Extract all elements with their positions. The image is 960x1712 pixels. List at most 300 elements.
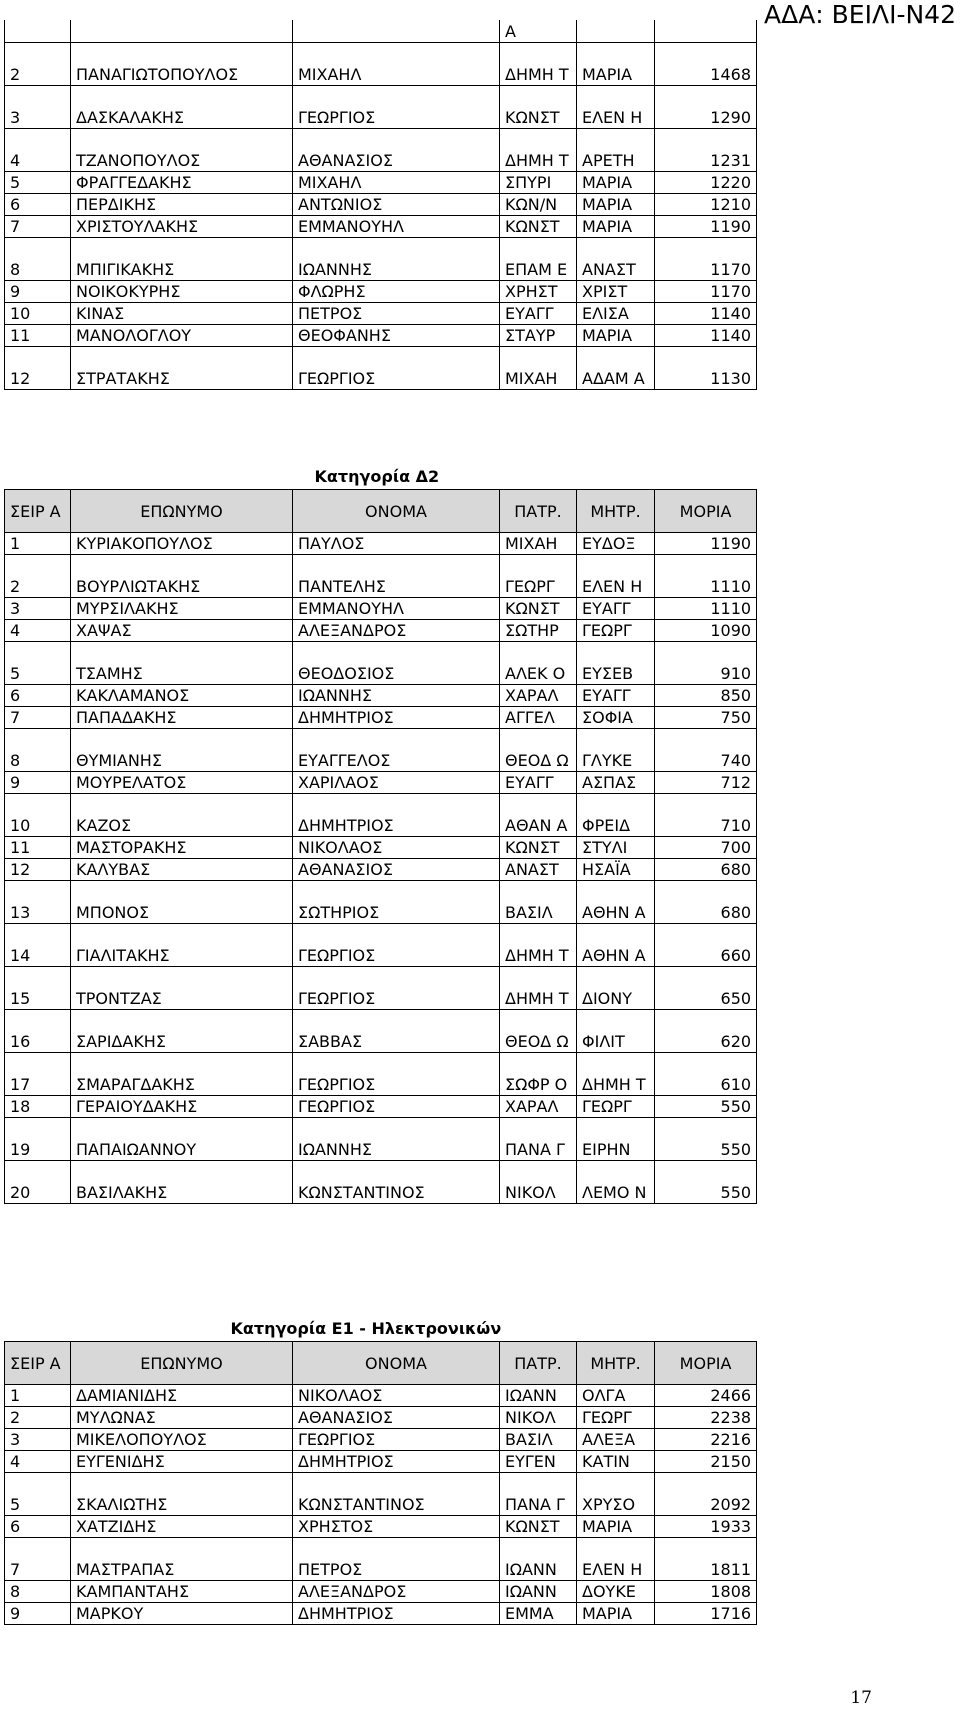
name-cell: ΣΩΤΗΡΙΟΣ [293,881,500,924]
mother-cell: ΕΙΡΗΝ [577,1118,655,1161]
points-cell: 700 [655,837,757,859]
points-cell: 1811 [655,1538,757,1581]
points-cell: 1110 [655,555,757,598]
surname-cell: ΧΡΙΣΤΟΥΛΑΚΗΣ [71,216,293,238]
surname-cell: ΜΥΡΣΙΛΑΚΗΣ [71,598,293,620]
table-row [5,685,757,707]
mother-cell: ΜΑΡΙΑ [577,1603,655,1625]
surname-cell: ΔΑΣΚΑΛΑΚΗΣ [71,86,293,129]
father-cell: ΣΤΑΥΡ [500,325,577,347]
seq-cell: 13 [5,881,71,924]
table-row [5,772,757,794]
points-cell: 610 [655,1053,757,1096]
father-cell: ΔΗΜΗ Τ [500,967,577,1010]
points-cell: 680 [655,881,757,924]
column-header-father: ΠΑΤΡ. [500,490,577,533]
seq-cell: 4 [5,620,71,642]
name-cell: ΣΑΒΒΑΣ [293,1010,500,1053]
surname-cell: ΠΕΡΔΙΚΗΣ [71,194,293,216]
column-header-sn: ΣΕΙΡ Α [5,1342,71,1385]
seq-cell: 12 [5,347,71,390]
table-row [5,555,757,598]
table-row [5,43,757,86]
name-cell: ΑΛΕΞΑΝΔΡΟΣ [293,620,500,642]
surname-cell: ΜΠΙΓΙΚΑΚΗΣ [71,238,293,281]
name-cell: ΝΙΚΟΛΑΟΣ [293,1385,500,1407]
table-row [5,1538,757,1581]
father-cell: ΚΩΝΣΤ [500,86,577,129]
table-row [5,281,757,303]
points-cell: 660 [655,924,757,967]
points-cell: 1290 [655,86,757,129]
name-cell: ΚΩΝΣΤΑΝΤΙΝΟΣ [293,1473,500,1516]
seq-cell: 5 [5,172,71,194]
surname-cell: ΜΠΟΝΟΣ [71,881,293,924]
father-cell: ΝΙΚΟΛ [500,1161,577,1204]
surname-cell: ΜΟΥΡΕΛΑΤΟΣ [71,772,293,794]
ranking-table [4,1314,757,1625]
father-cell: ΒΑΣΙΛ [500,1429,577,1451]
surname-cell: ΤΖΑΝΟΠΟΥΛΟΣ [71,129,293,172]
column-header-surname: ΕΠΩΝΥΜΟ [71,490,293,533]
points-cell: 1220 [655,172,757,194]
name-cell: ΕΜΜΑΝΟΥΗΛ [293,216,500,238]
name-cell: ΕΜΜΑΝΟΥΗΛ [293,598,500,620]
points-cell: 1190 [655,216,757,238]
mother-cell: ΔΗΜΗ Τ [577,1053,655,1096]
name-cell: ΓΕΩΡΓΙΟΣ [293,86,500,129]
mother-cell: ΦΙΛΙΤ [577,1010,655,1053]
seq-cell: 6 [5,1516,71,1538]
table-row [5,194,757,216]
seq-cell: 16 [5,1010,71,1053]
seq-cell: 4 [5,1451,71,1473]
name-cell: ΦΛΩΡΗΣ [293,281,500,303]
seq-cell: 6 [5,685,71,707]
table-row [5,216,757,238]
table-row [5,794,757,837]
surname-cell: ΜΑΝΟΛΟΓΛΟΥ [71,325,293,347]
name-cell: ΘΕΟΔΟΣΙΟΣ [293,642,500,685]
seq-cell: 3 [5,1429,71,1451]
points-cell: 1140 [655,303,757,325]
table-row [5,837,757,859]
table-row [5,1053,757,1096]
surname-cell: ΔΑΜΙΑΝΙΔΗΣ [71,1385,293,1407]
seq-cell: 11 [5,837,71,859]
father-cell: ΧΑΡΑΛ [500,685,577,707]
seq-cell: 14 [5,924,71,967]
mother-cell: ΕΥΣΕΒ [577,642,655,685]
mother-cell: ΔΟΥΚΕ [577,1581,655,1603]
surname-cell: ΣΚΑΛΙΩΤΗΣ [71,1473,293,1516]
table-row [5,881,757,924]
father-cell: ΝΙΚΟΛ [500,1407,577,1429]
table-row [5,303,757,325]
mother-cell: ΜΑΡΙΑ [577,325,655,347]
surname-cell: ΣΤΡΑΤΑΚΗΣ [71,347,293,390]
table-header [5,1342,757,1385]
father-cell: ΜΙΧΑΗ [500,533,577,555]
surname-cell: ΜΑΣΤΡΑΠΑΣ [71,1538,293,1581]
seq-cell: 2 [5,555,71,598]
mother-cell: ΜΑΡΙΑ [577,43,655,86]
surname-cell: ΠΑΠΑΙΩΑΝΝΟΥ [71,1118,293,1161]
father-cell: ΑΓΓΕΛ [500,707,577,729]
table-row [5,129,757,172]
seq-cell: 8 [5,238,71,281]
name-cell: ΠΕΤΡΟΣ [293,1538,500,1581]
father-cell: ΑΝΑΣΤ [500,859,577,881]
father-cell: ΙΩΑΝΝ [500,1581,577,1603]
mother-cell: ΚΑΤΙΝ [577,1451,655,1473]
surname-cell: ΓΕΡΑΙΟΥΔΑΚΗΣ [71,1096,293,1118]
father-cell: ΙΩΑΝΝ [500,1538,577,1581]
name-cell: ΔΗΜΗΤΡΙΟΣ [293,794,500,837]
points-cell: 650 [655,967,757,1010]
surname-cell: ΜΑΣΤΟΡΑΚΗΣ [71,837,293,859]
mother-cell: ΕΛΕΝ Η [577,555,655,598]
name-cell: ΝΙΚΟΛΑΟΣ [293,837,500,859]
name-cell: ΔΗΜΗΤΡΙΟΣ [293,707,500,729]
seq-cell: 9 [5,772,71,794]
name-cell: ΔΗΜΗΤΡΙΟΣ [293,1603,500,1625]
mother-cell: ΧΡΥΣΟ [577,1473,655,1516]
name-cell: ΑΘΑΝΑΣΙΟΣ [293,1407,500,1429]
points-cell: 2238 [655,1407,757,1429]
mother-cell: ΣΤΥΛΙ [577,837,655,859]
seq-cell: 6 [5,194,71,216]
name-cell: ΜΙΧΑΗΛ [293,43,500,86]
table-row [5,1161,757,1204]
mother-cell: ΔΙΟΝΥ [577,967,655,1010]
name-cell: ΕΥΑΓΓΕΛΟΣ [293,729,500,772]
column-header-name: ΟΝΟΜΑ [293,490,500,533]
mother-cell: ΓΕΩΡΓ [577,1096,655,1118]
points-cell: 910 [655,642,757,685]
table-row [5,642,757,685]
table-row [5,1010,757,1053]
table-row [5,859,757,881]
points-cell: 550 [655,1118,757,1161]
points-cell: 740 [655,729,757,772]
seq-cell: 10 [5,303,71,325]
column-header-name: ΟΝΟΜΑ [293,1342,500,1385]
points-cell: 1716 [655,1603,757,1625]
surname-cell: ΠΑΠΑΔΑΚΗΣ [71,707,293,729]
column-header-points: ΜΟΡΙΑ [655,490,757,533]
mother-cell: ΓΕΩΡΓ [577,1407,655,1429]
name-cell: ΧΡΗΣΤΟΣ [293,1516,500,1538]
points-cell: 1140 [655,325,757,347]
seq-cell: 4 [5,129,71,172]
column-header-points: ΜΟΡΙΑ [655,1342,757,1385]
points-cell: 620 [655,1010,757,1053]
seq-cell: 8 [5,729,71,772]
points-cell: 1933 [655,1516,757,1538]
mother-cell: ΕΛΙΣΑ [577,303,655,325]
name-cell: ΑΘΑΝΑΣΙΟΣ [293,129,500,172]
mother-cell: ΗΣΑΪΑ [577,859,655,881]
name-cell: ΑΘΑΝΑΣΙΟΣ [293,859,500,881]
column-header-mother: ΜΗΤΡ. [577,490,655,533]
surname-cell: ΧΑΨΑΣ [71,620,293,642]
mother-cell: ΧΡΙΣΤ [577,281,655,303]
seq-cell: 7 [5,707,71,729]
surname-cell: ΚΙΝΑΣ [71,303,293,325]
mother-cell: ΕΥΑΓΓ [577,685,655,707]
father-cell: ΑΘΑΝ Α [500,794,577,837]
seq-cell: 1 [5,533,71,555]
mother-cell: ΓΕΩΡΓ [577,620,655,642]
father-cell: ΓΕΩΡΓ [500,555,577,598]
name-cell: ΑΝΤΩΝΙΟΣ [293,194,500,216]
page-number: 17 [850,1688,872,1708]
category-caption: Κατηγορία Ε1 - Ηλεκτρονικών [230,1319,502,1338]
surname-cell: ΚΑΜΠΑΝΤΑΗΣ [71,1581,293,1603]
name-cell: ΙΩΑΝΝΗΣ [293,238,500,281]
surname-cell: ΚΥΡΙΑΚΟΠΟΥΛΟΣ [71,533,293,555]
seq-cell: 2 [5,43,71,86]
father-cell: ΜΙΧΑΗ [500,347,577,390]
name-cell: ΠΑΝΤΕΛΗΣ [293,555,500,598]
seq-cell: 1 [5,1385,71,1407]
points-cell: 2466 [655,1385,757,1407]
name-cell: ΓΕΩΡΓΙΟΣ [293,1429,500,1451]
table-row [5,1096,757,1118]
points-cell: 1190 [655,533,757,555]
father-cell: ΔΗΜΗ Τ [500,129,577,172]
table-row [5,707,757,729]
mother-cell: ΕΛΕΝ Η [577,1538,655,1581]
column-header-surname: ΕΠΩΝΥΜΟ [71,1342,293,1385]
surname-cell: ΠΑΝΑΓΙΩΤΟΠΟΥΛΟΣ [71,43,293,86]
name-cell: ΓΕΩΡΓΙΟΣ [293,1053,500,1096]
table-row [5,1385,757,1407]
points-cell: 710 [655,794,757,837]
points-cell: 1170 [655,238,757,281]
father-cell: ΒΑΣΙΛ [500,881,577,924]
mother-cell: ΜΑΡΙΑ [577,216,655,238]
name-cell: ΙΩΑΝΝΗΣ [293,1118,500,1161]
father-cell: ΕΥΑΓΓ [500,303,577,325]
mother-cell: ΜΑΡΙΑ [577,1516,655,1538]
father-cell: ΙΩΑΝΝ [500,1385,577,1407]
father-cell: ΣΠΥΡΙ [500,172,577,194]
father-cell: ΔΗΜΗ Τ [500,43,577,86]
father-cell: ΣΩΦΡ Ο [500,1053,577,1096]
name-cell: ΓΕΩΡΓΙΟΣ [293,924,500,967]
name-cell: ΓΕΩΡΓΙΟΣ [293,1096,500,1118]
father-cell: ΔΗΜΗ Τ [500,924,577,967]
surname-cell: ΘΥΜΙΑΝΗΣ [71,729,293,772]
seq-cell: 5 [5,642,71,685]
name-cell: ΓΕΩΡΓΙΟΣ [293,347,500,390]
table-section-d2 [4,462,756,1204]
table-row [5,1581,757,1603]
seq-cell: 11 [5,325,71,347]
surname-cell: ΦΡΑΓΓΕΔΑΚΗΣ [71,172,293,194]
father-cell: ΠΑΝΑ Γ [500,1118,577,1161]
mother-cell: ΑΝΑΣΤ [577,238,655,281]
points-cell: 850 [655,685,757,707]
mark-fragment: Α [500,20,577,43]
name-cell: ΙΩΑΝΝΗΣ [293,685,500,707]
points-cell: 680 [655,859,757,881]
seq-cell: 2 [5,1407,71,1429]
table-row [5,1429,757,1451]
surname-cell: ΚΑΚΛΑΜΑΝΟΣ [71,685,293,707]
name-cell: ΧΑΡΙΛΑΟΣ [293,772,500,794]
mother-cell: ΑΣΠΑΣ [577,772,655,794]
table-row [5,1516,757,1538]
mother-cell: ΣΟΦΙΑ [577,707,655,729]
mother-cell: ΑΛΕΞΑ [577,1429,655,1451]
father-cell: ΑΛΕΚ Ο [500,642,577,685]
surname-cell: ΚΑΖΟΣ [71,794,293,837]
mother-cell: ΛΕΜΟ Ν [577,1161,655,1204]
points-cell: 1468 [655,43,757,86]
column-header-father: ΠΑΤΡ. [500,1342,577,1385]
seq-cell: 15 [5,967,71,1010]
seq-cell: 3 [5,86,71,129]
father-cell: ΚΩΝΣΤ [500,1516,577,1538]
seq-cell: 17 [5,1053,71,1096]
points-cell: 1808 [655,1581,757,1603]
father-cell: ΚΩΝ/Ν [500,194,577,216]
father-cell: ΕΥΑΓΓ [500,772,577,794]
mother-cell: ΑΘΗΝ Α [577,924,655,967]
table-row [5,967,757,1010]
table-row [5,1451,757,1473]
table-row [5,1603,757,1625]
seq-cell: 5 [5,1473,71,1516]
table-row [5,533,757,555]
seq-cell: 10 [5,794,71,837]
father-cell: ΚΩΝΣΤ [500,216,577,238]
column-header-mother: ΜΗΤΡ. [577,1342,655,1385]
surname-cell: ΣΑΡΙΔΑΚΗΣ [71,1010,293,1053]
table-row [5,238,757,281]
seq-cell: 19 [5,1118,71,1161]
points-cell: 1170 [655,281,757,303]
name-cell: ΚΩΝΣΤΑΝΤΙΝΟΣ [293,1161,500,1204]
seq-cell: 7 [5,216,71,238]
name-cell: ΘΕΟΦΑΝΗΣ [293,325,500,347]
mother-cell: ΜΑΡΙΑ [577,172,655,194]
table-row [5,172,757,194]
father-cell: ΘΕΟΔ Ω [500,1010,577,1053]
surname-cell: ΤΣΑΜΗΣ [71,642,293,685]
surname-cell: ΒΑΣΙΛΑΚΗΣ [71,1161,293,1204]
seq-cell: 3 [5,598,71,620]
points-cell: 2150 [655,1451,757,1473]
ranking-table [4,462,757,1204]
table-row [5,729,757,772]
mother-cell: ΕΥΑΓΓ [577,598,655,620]
father-cell: ΕΥΓΕΝ [500,1451,577,1473]
table-row [5,620,757,642]
table-row [5,325,757,347]
seq-cell: 9 [5,1603,71,1625]
points-cell: 1210 [655,194,757,216]
surname-cell: ΝΟΙΚΟΚΥΡΗΣ [71,281,293,303]
mother-cell: ΑΡΕΤΗ [577,129,655,172]
table-row [5,924,757,967]
points-cell: 1231 [655,129,757,172]
table-row [5,1473,757,1516]
surname-cell: ΤΡΟΝΤΖΑΣ [71,967,293,1010]
name-cell: ΜΙΧΑΗΛ [293,172,500,194]
name-cell: ΑΛΕΞΑΝΔΡΟΣ [293,1581,500,1603]
points-cell: 2092 [655,1473,757,1516]
surname-cell: ΚΑΛΥΒΑΣ [71,859,293,881]
table-header [5,490,757,533]
seq-cell: 18 [5,1096,71,1118]
mother-cell: ΑΘΗΝ Α [577,881,655,924]
mother-cell: ΕΥΔΟΞ [577,533,655,555]
father-cell: ΣΩΤΗΡ [500,620,577,642]
father-cell: ΧΑΡΑΛ [500,1096,577,1118]
mother-cell: ΟΛΓΑ [577,1385,655,1407]
father-cell: ΘΕΟΔ Ω [500,729,577,772]
father-cell: ΧΡΗΣΤ [500,281,577,303]
table-section-e1 [4,1314,756,1625]
table-row [5,1407,757,1429]
table-row [5,1118,757,1161]
surname-cell: ΕΥΓΕΝΙΔΗΣ [71,1451,293,1473]
father-cell: ΚΩΝΣΤ [500,837,577,859]
name-cell: ΓΕΩΡΓΙΟΣ [293,967,500,1010]
mother-cell: ΕΛΕΝ Η [577,86,655,129]
mother-cell: ΦΡΕΙΔ [577,794,655,837]
points-cell: 1110 [655,598,757,620]
ranking-table [4,20,757,390]
seq-cell: 20 [5,1161,71,1204]
column-header-sn: ΣΕΙΡ Α [5,490,71,533]
points-cell: 712 [655,772,757,794]
points-cell: 1090 [655,620,757,642]
surname-cell: ΜΑΡΚΟΥ [71,1603,293,1625]
surname-cell: ΣΜΑΡΑΓΔΑΚΗΣ [71,1053,293,1096]
points-cell: 550 [655,1096,757,1118]
seq-cell: 8 [5,1581,71,1603]
seq-cell: 12 [5,859,71,881]
table-row [5,86,757,129]
father-cell: ΠΑΝΑ Γ [500,1473,577,1516]
ada-code: ΑΔΑ: ΒΕΙΛΙ-Ν42 [763,0,956,29]
name-cell: ΠΕΤΡΟΣ [293,303,500,325]
seq-cell: 7 [5,1538,71,1581]
table-row [5,20,757,43]
points-cell: 2216 [655,1429,757,1451]
father-cell: ΚΩΝΣΤ [500,598,577,620]
points-cell: 750 [655,707,757,729]
surname-cell: ΜΙΚΕΛΟΠΟΥΛΟΣ [71,1429,293,1451]
seq-cell: 9 [5,281,71,303]
surname-cell: ΒΟΥΡΛΙΩΤΑΚΗΣ [71,555,293,598]
mother-cell: ΜΑΡΙΑ [577,194,655,216]
surname-cell: ΧΑΤΖΙΔΗΣ [71,1516,293,1538]
points-cell: 550 [655,1161,757,1204]
name-cell: ΠΑΥΛΟΣ [293,533,500,555]
surname-cell: ΜΥΛΩΝΑΣ [71,1407,293,1429]
surname-cell: ΓΙΑΛΙΤΑΚΗΣ [71,924,293,967]
table-row [5,598,757,620]
category-caption: Κατηγορία Δ2 [314,467,440,486]
table-row [5,347,757,390]
mother-cell: ΓΛΥΚΕ [577,729,655,772]
